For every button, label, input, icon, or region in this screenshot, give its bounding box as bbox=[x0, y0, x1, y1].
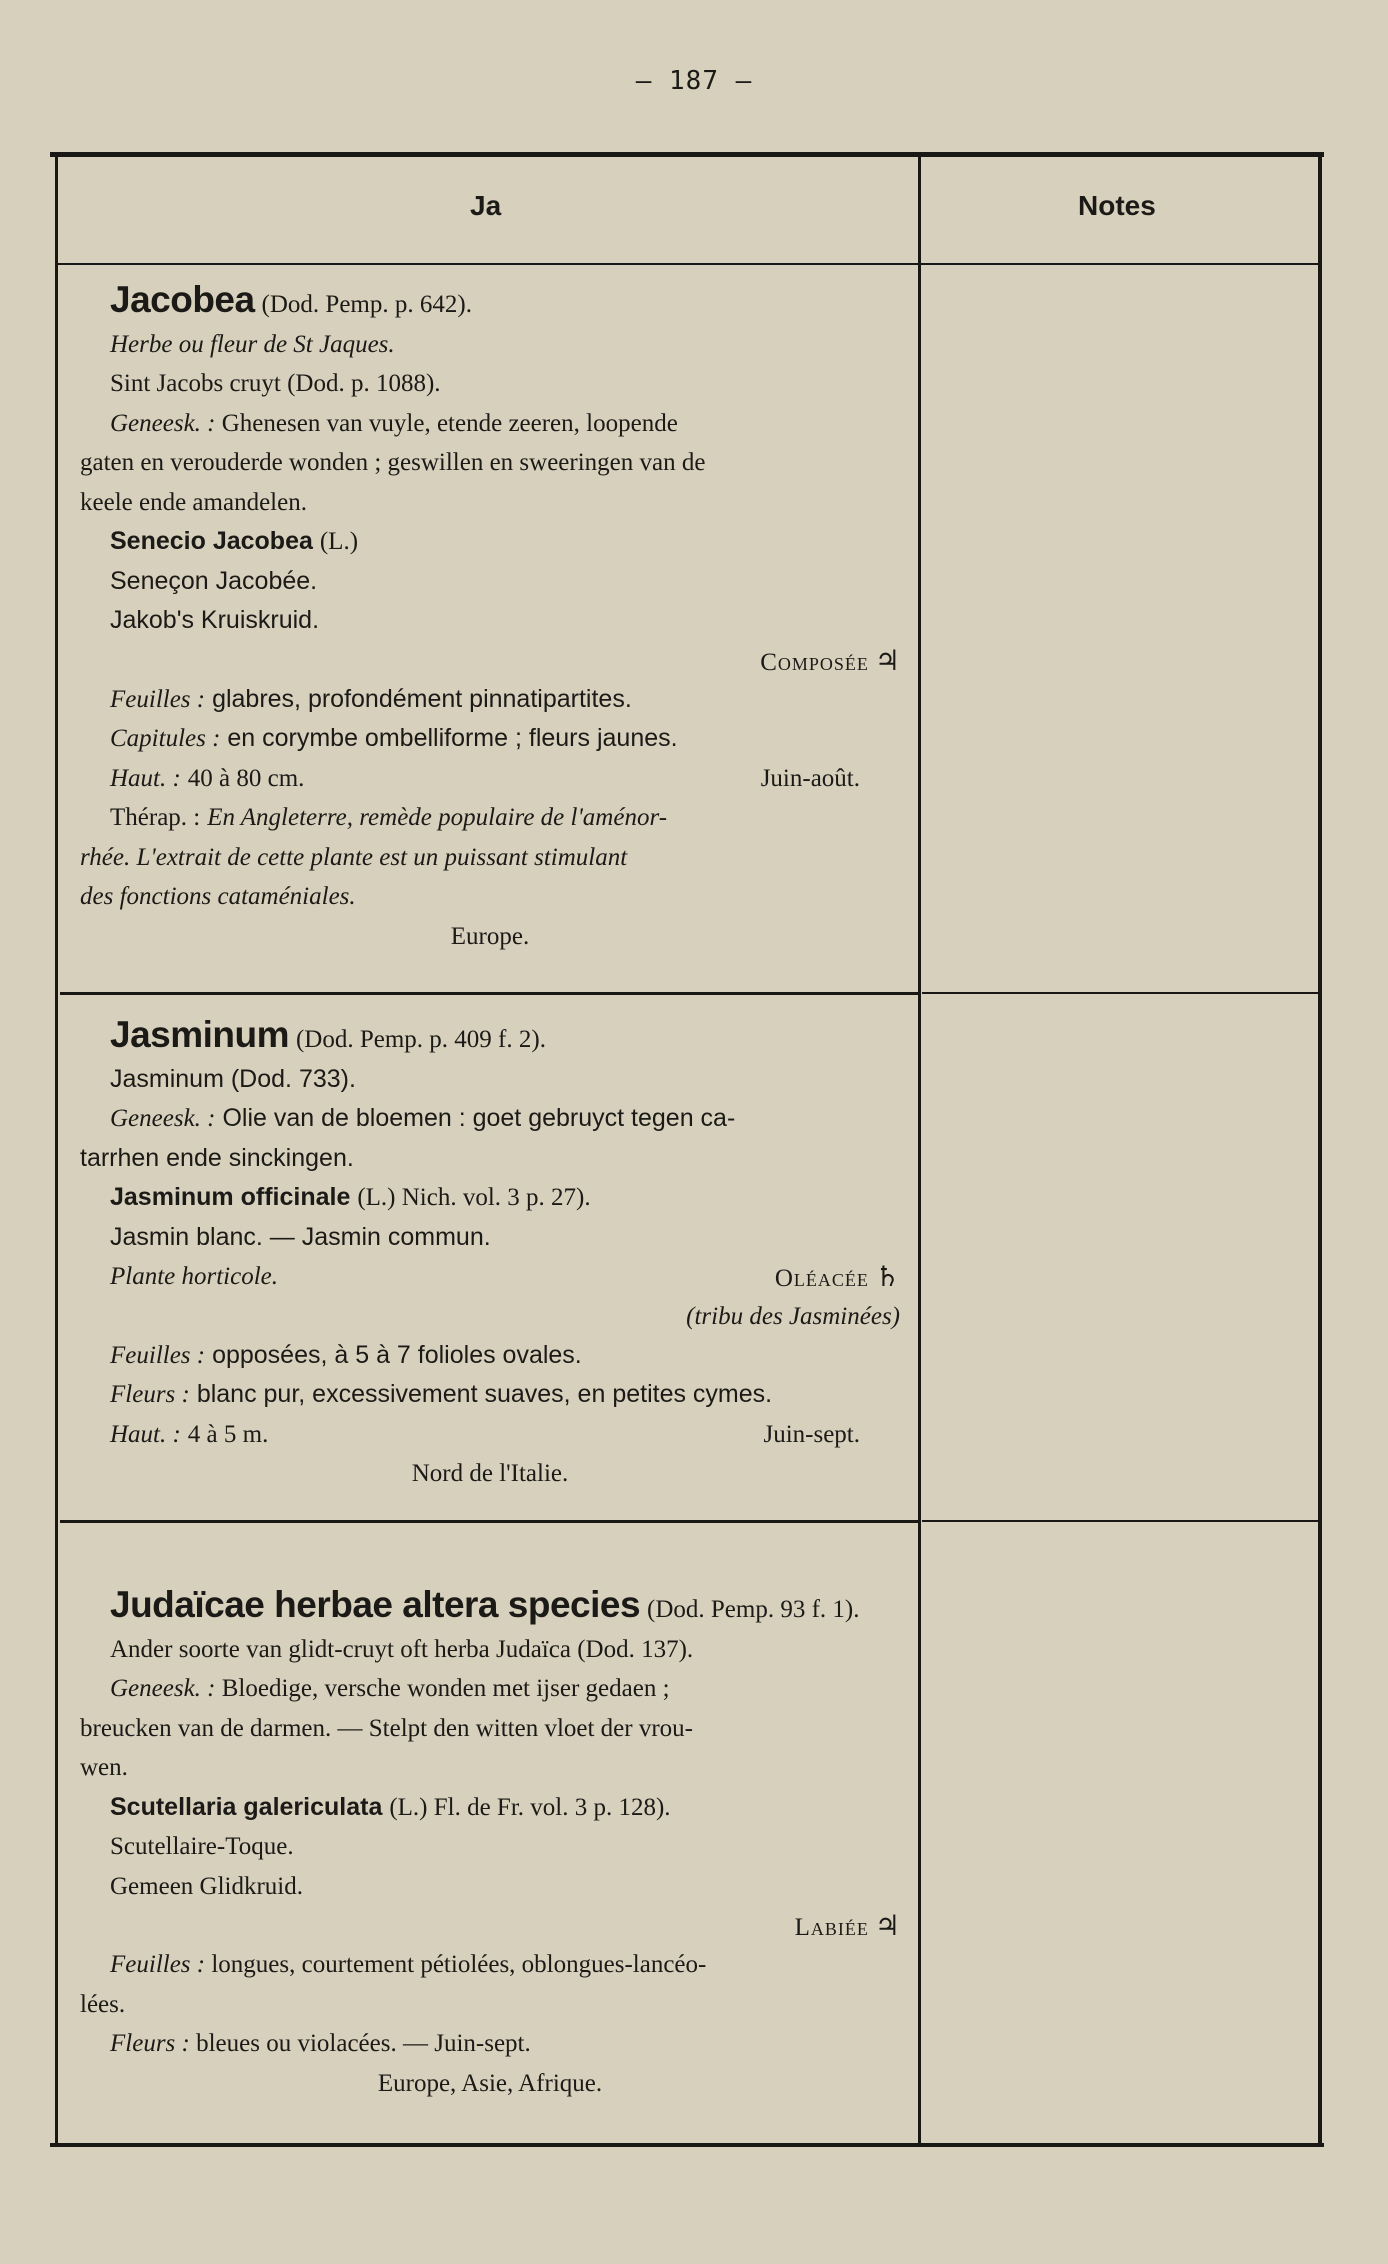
scientific-name: Senecio Jacobea (L.) bbox=[110, 527, 359, 555]
page-number: — 187 — bbox=[635, 66, 753, 96]
medicinal-line: Geneesk. : Olie van de bloemen : goet gebruyct tegen ca- bbox=[110, 1104, 736, 1132]
entry-jacobea bbox=[80, 280, 900, 956]
scientific-name: Jasminum officinale (L.) Nich. vol. 3 p. 27). bbox=[110, 1183, 591, 1211]
region: Nord de l'Italie. bbox=[411, 1460, 569, 1487]
medicinal-line: Geneesk. : Bloedige, versche wonden met ijser gedaen ; bbox=[110, 1675, 670, 1702]
reference: (Dod. Pemp. p. 642). bbox=[261, 291, 472, 318]
family-line: Composée ♃ bbox=[760, 643, 900, 677]
medicinal-line: tarrhen ende sinckingen. bbox=[80, 1143, 354, 1172]
common-name-nl: Gemeen Glidkruid. bbox=[110, 1872, 304, 1900]
french-name: Herbe ou fleur de St Jaques. bbox=[110, 330, 395, 358]
common-name-nl: Jakob's Kruiskruid. bbox=[110, 606, 320, 634]
tribe-line: (tribu des Jasminées) bbox=[686, 1302, 900, 1330]
dutch-name: Sint Jacobs cruyt (Dod. p. 1088). bbox=[110, 370, 441, 397]
leaves-line: Feuilles : longues, courtement pétiolées, oblongues-lancéo- bbox=[110, 1951, 707, 1978]
entry-heading bbox=[80, 1585, 900, 1630]
reference: (Dod. Pemp. p. 409 f. 2). bbox=[295, 1026, 546, 1053]
flowers-line: Fleurs : bleues ou violacées. — Juin-sept. bbox=[110, 2030, 531, 2057]
region: Europe, Asie, Afrique. bbox=[377, 2069, 603, 2097]
notes-divider-2 bbox=[922, 1520, 1320, 1522]
height-line: Haut. : 40 à 80 cm. Juin-août. bbox=[110, 764, 860, 792]
medicinal-line: Geneesk. : Ghenesen van vuyle, etende zeeren, loopende bbox=[110, 409, 678, 437]
height-line: Haut. : 4 à 5 m. Juin-sept. bbox=[110, 1420, 860, 1448]
headword: Judaïcae herbae altera species bbox=[110, 1584, 641, 1625]
common-name-fr: Seneçon Jacobée. bbox=[110, 566, 318, 595]
entry-divider-2 bbox=[60, 1520, 920, 1523]
header-rule bbox=[58, 263, 1320, 265]
column-header-notes: Notes bbox=[1078, 190, 1156, 221]
horticulture-line: Plante horticole. Oléacée ♄ bbox=[110, 1260, 900, 1293]
leaves-line: Feuilles : glabres, profondément pinnatipartites. bbox=[110, 684, 632, 713]
therapy-line: des fonctions cataméniales. bbox=[80, 883, 356, 910]
entry-heading bbox=[80, 1015, 900, 1060]
column-divider bbox=[918, 155, 921, 2145]
leaves-line: lées. bbox=[80, 1990, 126, 2018]
family-line: Labiée ♃ bbox=[794, 1909, 900, 1942]
column-header-ja: Ja bbox=[470, 190, 502, 221]
entry-judaicae bbox=[80, 1585, 900, 2103]
entry-jasminum bbox=[80, 1015, 900, 1494]
dutch-name: Ander soorte van glidt-cruyt oft herba Judaïca (Dod. 137). bbox=[110, 1635, 694, 1663]
leaves-line: Feuilles : opposées, à 5 à 7 folioles ovales. bbox=[110, 1340, 582, 1369]
entry-heading bbox=[80, 280, 900, 325]
medicinal-line: keele ende amandelen. bbox=[80, 488, 307, 516]
perennial-symbol-icon: ♃ bbox=[874, 643, 900, 677]
medicinal-line: breucken van de darmen. — Stelpt den witten vloet der vrou- bbox=[80, 1714, 694, 1742]
medicinal-line: wen. bbox=[80, 1754, 128, 1781]
notes-divider-1 bbox=[922, 992, 1320, 994]
scientific-name: Scutellaria galericulata (L.) Fl. de Fr. vol. 3 p. 128). bbox=[110, 1792, 671, 1821]
capitules-line: Capitules : en corymbe ombelliforme ; fleurs jaunes. bbox=[110, 724, 678, 752]
headword: Jasminum bbox=[110, 1014, 290, 1055]
reference: (Dod. Pemp. 93 f. 1). bbox=[647, 1596, 860, 1623]
common-name-fr: Scutellaire-Toque. bbox=[110, 1833, 294, 1860]
left-border bbox=[55, 155, 58, 2145]
therapy-line: Thérap. : En Angleterre, remède populaire de l'aménor- bbox=[110, 804, 668, 831]
flowers-line: Fleurs : blanc pur, excessivement suaves, en petites cymes. bbox=[110, 1380, 773, 1408]
therapy-line: rhée. L'extrait de cette plante est un puissant stimulant bbox=[80, 843, 628, 871]
entry-divider-1 bbox=[60, 992, 920, 995]
right-border bbox=[1318, 155, 1322, 2145]
common-name-fr: Jasmin blanc. — Jasmin commun. bbox=[110, 1222, 491, 1251]
dutch-name: Jasminum (Dod. 733). bbox=[110, 1064, 356, 1093]
medicinal-line: gaten en verouderde wonden ; geswillen en sweeringen van de bbox=[80, 449, 706, 476]
headword: Jacobea bbox=[110, 279, 255, 320]
region: Europe. bbox=[450, 922, 530, 950]
perennial-symbol-icon: ♃ bbox=[874, 1909, 900, 1942]
shrub-symbol-icon: ♄ bbox=[874, 1260, 900, 1293]
